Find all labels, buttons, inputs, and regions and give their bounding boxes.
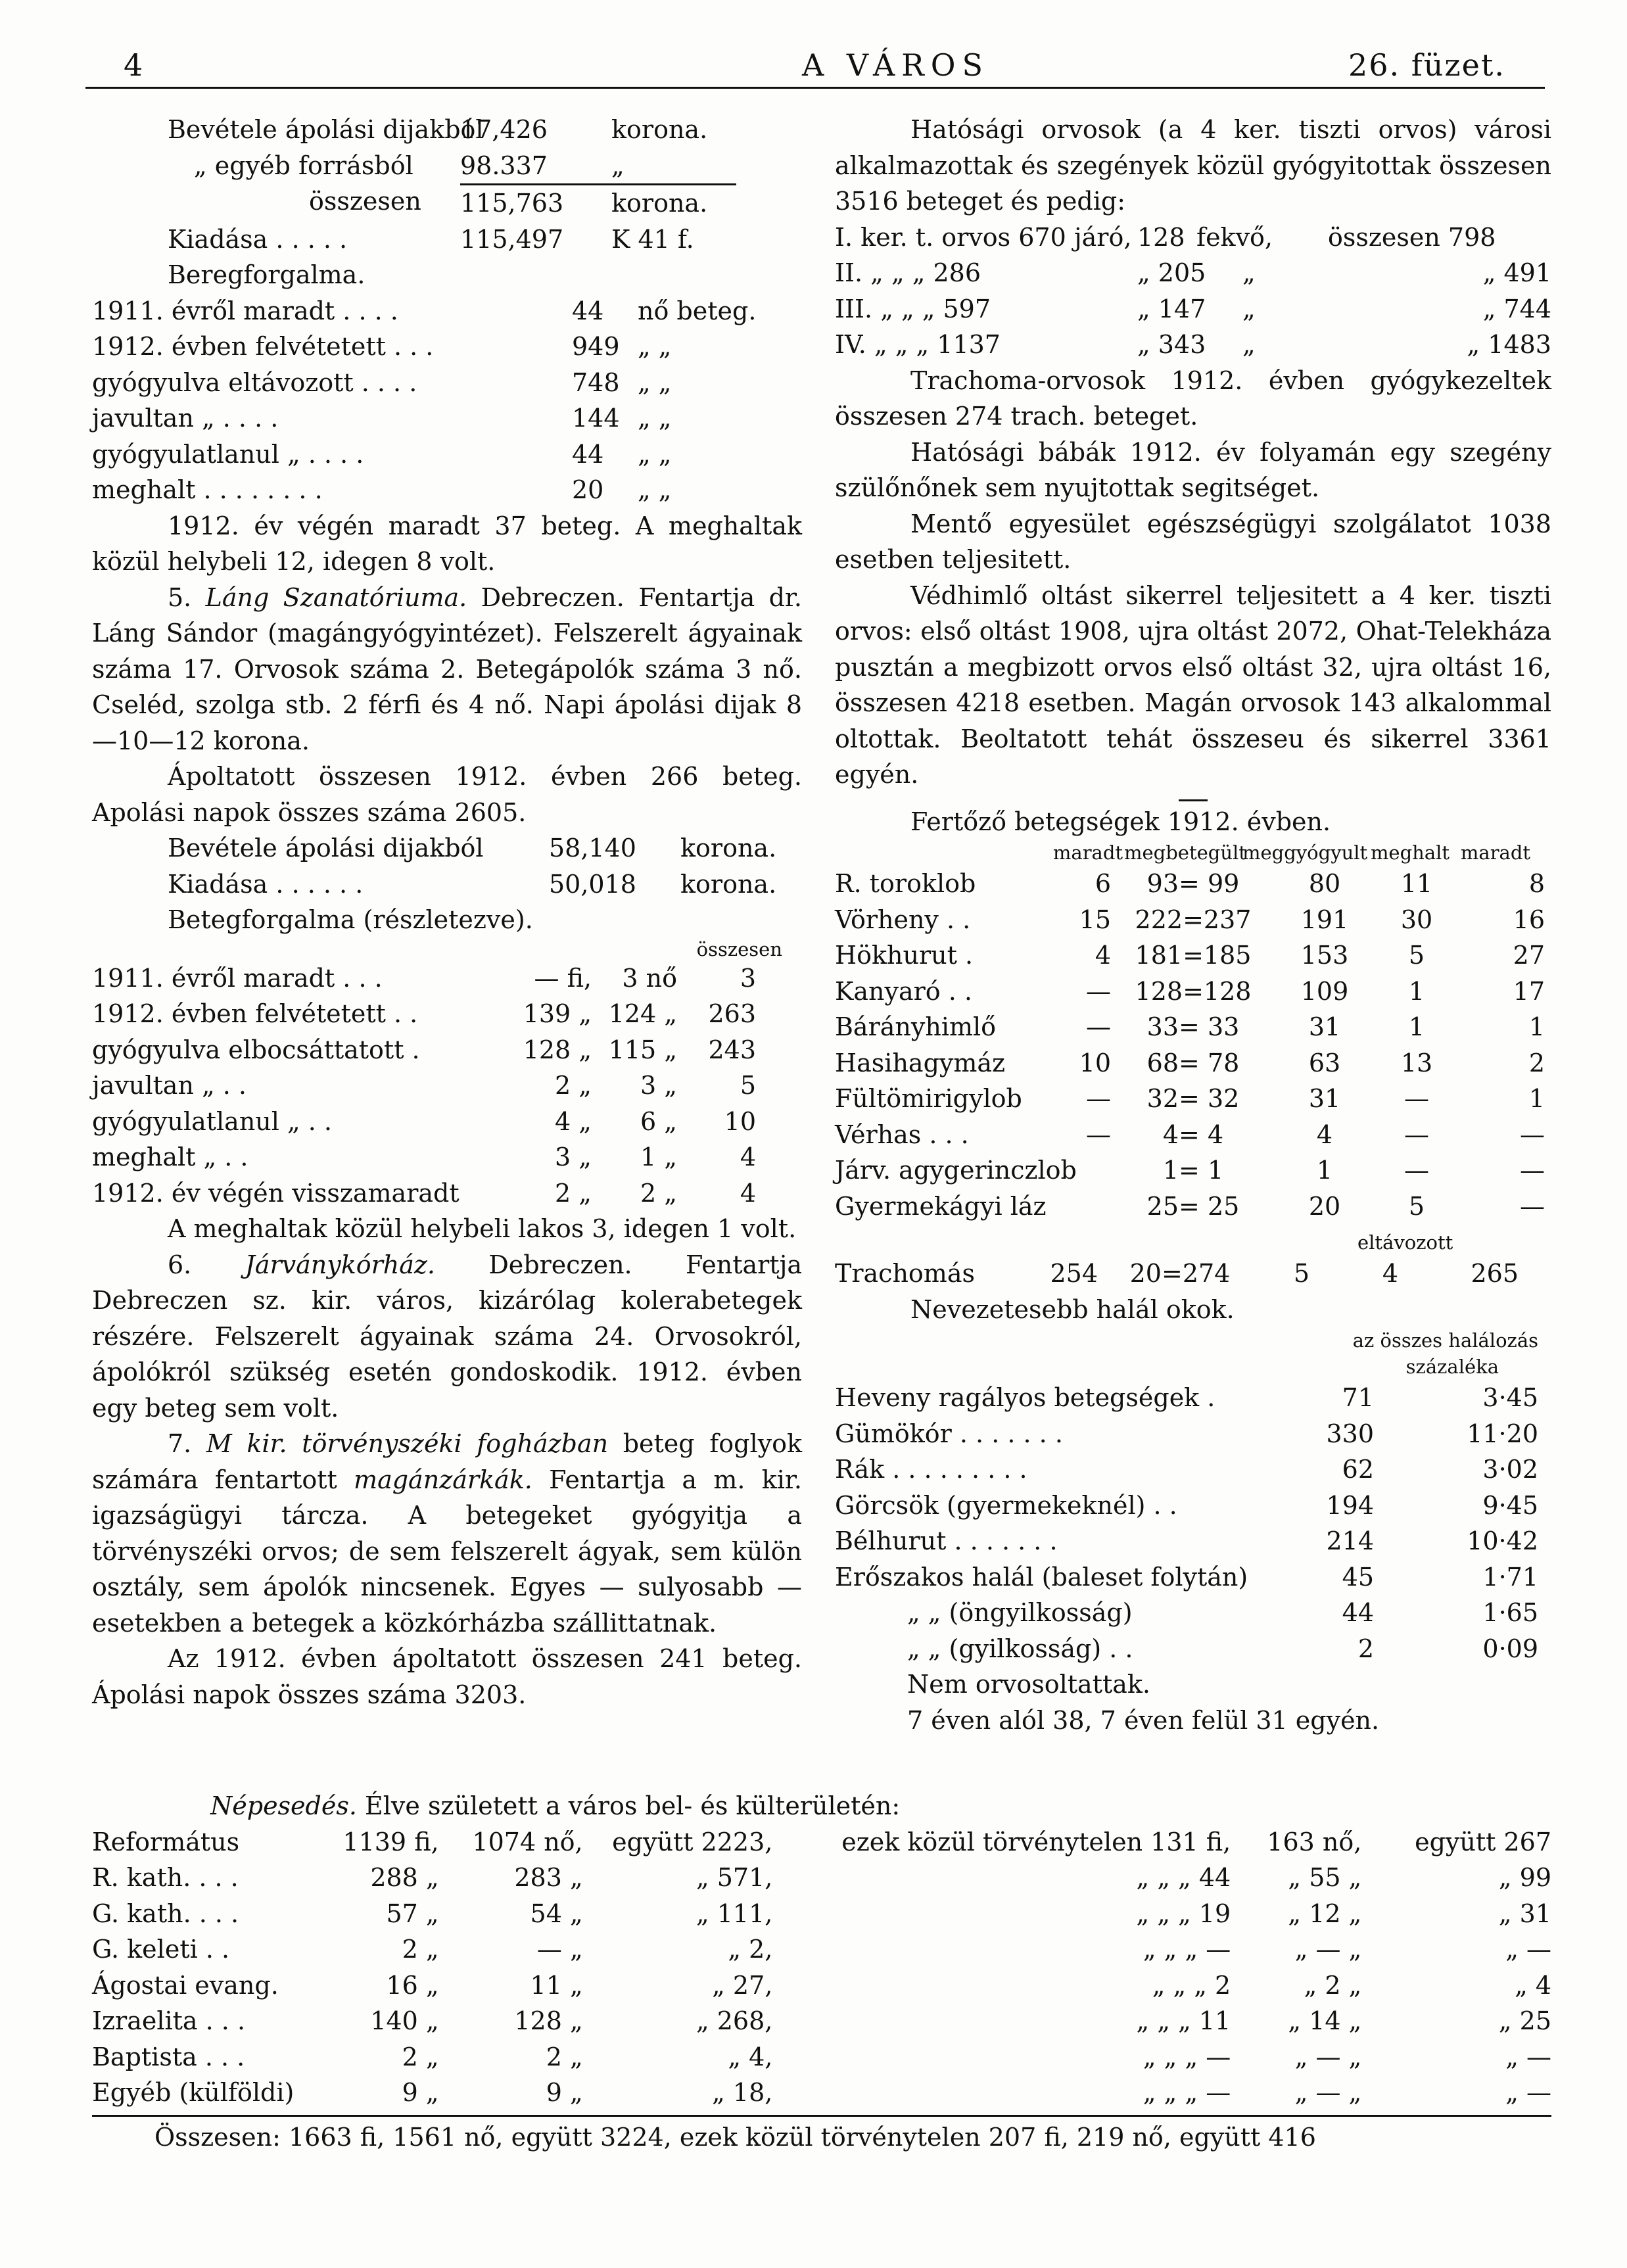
institution-name: M kir. törvényszéki fogházban [206, 1429, 609, 1458]
ledger-row: Bevétele ápolási dijakból 58,140 korona. [168, 834, 777, 862]
right-column [835, 112, 1551, 1738]
ledger-row: Kiadása . . . . . 115,497 K 41 f. [168, 224, 694, 254]
paragraph: Védhimlő oltást sikerrel teljesitett a 4 ker. tiszti orvos: első oltást 1908, ujra oltást 2072, Ohat-Telekháza pusztán a megbizott orvos első oltást 32, ujra oltást 16, összesen 4218 esetben. Magán orvosok 143 alkalommal oltottak. Beoltatott tehát összeseu és sikerrel 3361 egyén. [835, 580, 1551, 789]
ledger-row: 1912. évben felvétetett . . 139 „ 124 „ 263 [92, 999, 756, 1028]
ledger-row: meghalt „ . . 3 „ 1 „ 4 [92, 1143, 756, 1171]
table-row: R. toroklob 6 93= 99 80 11 8 [835, 869, 1545, 898]
table-row: G. kath. . . . 57 „ 54 „ „ 111, „ „ „ 19 „ 12 „ „ 31 [92, 1899, 1552, 1928]
table-row: II. „ „ „ 286 „ 205 „ „ 491 [835, 258, 1551, 287]
paragraph: Mentő egyesület egészségügyi szolgálatot 1038 esetben teljesitett. [835, 509, 1551, 574]
issue-number: 26. füzet. [1348, 47, 1505, 83]
table-row: Baptista . . . 2 „ 2 „ „ 4, „ „ „ — „ — „ „ — [92, 2042, 1552, 2071]
table-row: G. keleti . . 2 „ — „ „ 2, „ „ „ — „ — „ „ — [92, 1935, 1552, 1964]
table-row: Ágostai evang. 16 „ 11 „ „ 27, „ „ „ 2 „ 2 „ „ 4 [92, 1970, 1552, 2000]
ledger-row: 1912. évben felvétetett . . . 949 „ „ [92, 332, 672, 361]
income-table-2 [92, 830, 802, 902]
section-title: Nevezetesebb halál okok. [910, 1294, 1235, 1324]
table-row: Kanyaró . . — 128=128 109 1 17 [835, 976, 1545, 1006]
births-table [92, 1824, 1551, 2111]
paragraph: A meghaltak közül helybeli lakos 3, idegen 1 volt. [168, 1214, 797, 1243]
paragraph: Az 1912. évben ápoltatott összesen 241 beteg. Ápolási napok összes száma 3203. [92, 1644, 802, 1709]
income-table-1 [92, 112, 802, 257]
table-row: Gümökór . . . . . . . 330 11·20 [835, 1419, 1538, 1448]
table-header: az összes halálozás [1352, 1329, 1538, 1352]
journal-title: A VÁROS [802, 47, 990, 83]
table-row: Hökhurut . 4 181=185 153 5 27 [835, 941, 1545, 970]
institution-name: Láng Szanatóriuma. [205, 582, 467, 612]
table-row: Erőszakos halál (baleset folytán) 45 1·71 [835, 1562, 1538, 1592]
institution-name: Járványkórház. [245, 1250, 436, 1279]
infectious-diseases-table [835, 839, 1551, 1292]
ledger-row-total: összesen 115,763 korona. [92, 183, 802, 222]
ledger-row: javultan „ . . 2 „ 3 „ 5 [92, 1071, 756, 1100]
births-section [92, 1788, 1551, 2155]
table-row: „ „ (öngyilkosság) 44 1·65 [907, 1598, 1538, 1627]
table-header: összesen [696, 937, 782, 960]
left-column [92, 112, 802, 1713]
paragraph: Ápoltatott összesen 1912. évben 266 beteg. Apolási napok összes száma 2605. [92, 762, 802, 827]
births-total: Összesen: 1663 fi, 1561 nő, együtt 3224, ezek közül törvénytelen 207 fi, 219 nő, együtt 416 [92, 2115, 1551, 2156]
table-row: Görcsök (gyermekeknél) . . 194 9·45 [835, 1490, 1538, 1520]
table-row: Hasihagymáz 10 68= 78 63 13 2 [835, 1048, 1545, 1077]
table-row: R. kath. . . . 288 „ 283 „ „ 571, „ „ „ 44 „ 55 „ „ 99 [92, 1863, 1552, 1892]
section-title: Beregforgalma. [168, 260, 365, 289]
section-title: Fertőző betegségek 1912. évben. [910, 807, 1331, 836]
ledger-row: „ egyéb forrásból 98.337 „ [194, 151, 625, 180]
page-number: 4 [124, 47, 145, 83]
table-subheader: eltávozott [1357, 1231, 1453, 1254]
doctors-table [835, 220, 1551, 363]
ledger-row: 1911. évről maradt . . . — fi, 3 nő 3 [92, 963, 756, 993]
table-row: III. „ „ „ 597 „ 147 „ „ 744 [835, 294, 1551, 323]
patient-traffic-table-1 [92, 293, 802, 508]
table-row: Járv. agygerinczlob 1= 1 1 — — [835, 1156, 1545, 1185]
ledger-row: 1912. év végén visszamaradt 2 „ 2 „ 4 [92, 1178, 756, 1208]
table-row: Heveny ragályos betegségek . 71 3·45 [835, 1383, 1538, 1412]
table-row: Fültömirigylob — 32= 32 31 — 1 [835, 1084, 1545, 1113]
section-label: Népesedés. [210, 1791, 357, 1820]
paragraph-prison-cells: 7. M kir. törvényszéki fogházban beteg foglyok számára fentartott magánzárkák. Fentartja a m. kir. igazságügyi tárcza. A betegeket gyógyitja a törvényszéki orvos; de sem felszerelt ágyak, sem külön osztály, sem ápolók nincsenek. Egyes — sulyosabb — esetekben a betegek a közkórházba szállittatnak. [92, 1429, 802, 1638]
table-header: maradt megbetegült meggyógyult meghalt maradt [1052, 841, 1531, 864]
ledger-row: gyógyulatlanul „ . . 4 „ 6 „ 10 [92, 1106, 756, 1136]
table-row: Bélhurut . . . . . . . 214 10·42 [835, 1526, 1538, 1555]
births-intro: Népesedés. Élve született a város bel- és külterületén: [210, 1791, 901, 1820]
table-row: IV. „ „ „ 1137 „ 343 „ „ 1483 [835, 330, 1551, 359]
paragraph: Hatósági bábák 1912. év folyamán egy szegény szülőnőnek sem nyujtottak segitséget. [835, 437, 1551, 502]
table-row: Bárányhimlő — 33= 33 31 1 1 [835, 1012, 1545, 1041]
table-row: Református 1139 fi, 1074 nő, együtt 2223, ezek közül törvénytelen 131 fi, 163 nő, együtt 267 [92, 1827, 1552, 1856]
table-row: Gyermekágyi láz 25= 25 20 5 — [835, 1191, 1545, 1221]
paragraph: Hatósági orvosok (a 4 ker. tiszti orvos) városi alkalmazottak és szegények közül gyógyitottak összesen 3516 beteget és pedig: [835, 115, 1551, 216]
ledger-row: Bevétele ápolási dijakból 17,426 korona. [168, 115, 708, 144]
ledger-row: gyógyulatlanul „ . . . . 44 „ „ [92, 439, 672, 469]
ledger-row: Kiadása . . . . . . 50,018 korona. [168, 869, 777, 899]
divider [1179, 799, 1208, 801]
institution-name: magánzárkák. [354, 1465, 532, 1494]
table-row: Vörheny . . 15 222=237 191 30 16 [835, 905, 1545, 934]
ledger-row: gyógyulva eltávozott . . . . 748 „ „ [92, 367, 672, 397]
patient-traffic-table-2 [92, 938, 802, 1212]
table-row: Vérhas . . . — 4= 4 4 — — [835, 1120, 1545, 1149]
paragraph-lang-sanatorium: 5. Láng Szanatóriuma. Debreczen. Fentartja dr. Láng Sándor (magángyógyintézet). Felszerelt ágyainak száma 17. Orvosok száma 2. Betegápolók száma 3 nő. Cseléd, szolga stb. 2 férfi és 4 nő. Napi ápolási dijak 8—10—12 korona. [92, 582, 803, 755]
paragraph: Trachoma-orvosok 1912. évben gyógykezeltek összesen 274 trach. beteget. [835, 366, 1551, 431]
ledger-row: gyógyulva elbocsáttatott . 128 „ 115 „ 243 [92, 1035, 756, 1064]
note: 7 éven alól 38, 7 éven felül 31 egyén. [907, 1705, 1380, 1735]
table-row: Egyéb (külföldi) 9 „ 9 „ „ 18, „ „ „ — „ — „ „ — [92, 2078, 1552, 2107]
ledger-row: javultan „ . . . . 144 „ „ [92, 404, 672, 433]
death-causes-table [835, 1327, 1551, 1666]
table-header: százaléka [1405, 1356, 1499, 1378]
section-title: Betegforgalma (részletezve). [168, 905, 533, 934]
paragraph-epidemic-hospital: 6. Járványkórház. Debreczen. Fentartja Debreczen sz. kir. város, kizárólag kolerabetegek részére. Felszerelt ágyainak száma 24. Orvosokról, ápolókról szükség esetén gondoskodik. 1912. évben egy beteg sem volt. [92, 1250, 802, 1423]
note: Nem orvosoltattak. [907, 1670, 1150, 1699]
table-row: Rák . . . . . . . . . 62 3·02 [835, 1455, 1538, 1484]
table-row: „ „ (gyilkosság) . . 2 0·09 [907, 1634, 1538, 1663]
ledger-row: 1911. évről maradt . . . . 44 nő beteg. [92, 296, 757, 325]
ledger-row: meghalt . . . . . . . . 20 „ „ [92, 475, 672, 504]
table-row-trachoma: Trachomás 254 20=274 5 4 265 [835, 1259, 1519, 1288]
page-header [85, 41, 1545, 89]
table-row: I. ker. t. orvos 670 járó, 128 fekvő, összesen 798 [835, 222, 1496, 252]
table-row: Izraelita . . . 140 „ 128 „ „ 268, „ „ „ 11 „ 14 „ „ 25 [92, 2006, 1552, 2035]
paragraph: 1912. év végén maradt 37 beteg. A meghaltak közül helybeli 12, idegen 8 volt. [92, 511, 802, 576]
